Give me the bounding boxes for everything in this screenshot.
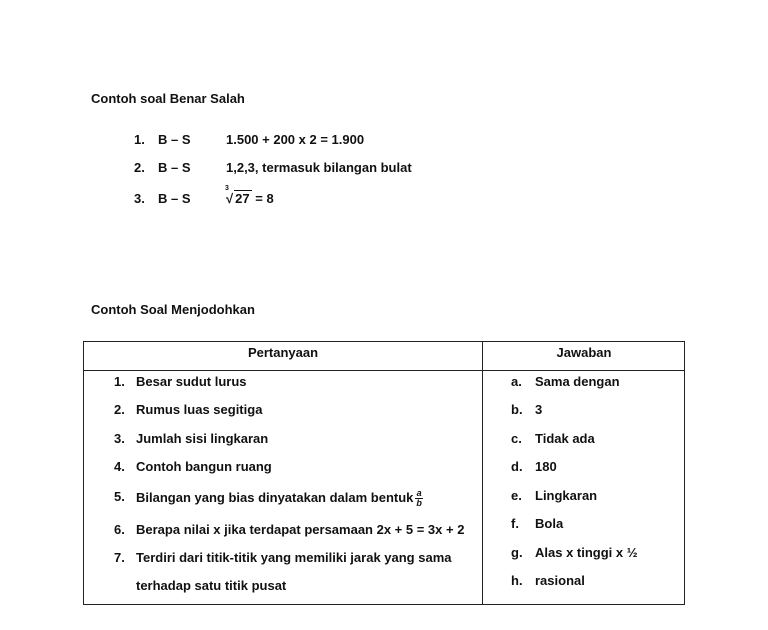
answer-text: Alas x tinggi x ½ [535,545,638,560]
questions-header: Pertanyaan [247,345,319,360]
question-text: Rumus luas segitiga [136,402,263,417]
answer-letter: d. [511,459,523,474]
true-false-title: Contoh soal Benar Salah [91,91,245,106]
root-result: = 8 [255,191,274,206]
answer-text: 3 [535,402,543,417]
question-number: 3. [114,431,125,446]
question-number: 5. [114,489,125,504]
cube-root: 3 √ 27 [225,185,250,206]
column-divider [482,342,483,604]
matching-title: Contoh Soal Menjodohkan [91,302,255,317]
true-false-options: B – S [158,191,191,206]
answer-letter: h. [511,573,523,588]
true-false-options: B – S [158,160,191,175]
answer-letter: b. [511,402,523,417]
fraction-denominator: b [416,498,422,508]
statement: 1.500 + 200 x 2 = 1.900 [226,132,365,147]
answer-text: Lingkaran [535,488,598,503]
question-text: Terdiri dari titik-titik yang memiliki jarak yang sama [136,550,452,565]
question-text: Jumlah sisi lingkaran [136,431,269,446]
question-number: 6. [114,522,125,537]
question-text: Berapa nilai x jika terdapat persamaan 2x + 5 = 3x + 2 [136,522,465,537]
item-number: 2. [134,160,145,175]
answers-header: Jawaban [556,345,612,360]
answer-text: Bola [535,516,564,531]
question-text: Besar sudut lurus [136,374,247,389]
fraction-a-over-b [415,489,423,508]
statement [225,185,274,206]
answer-letter: c. [511,431,522,446]
header-divider [84,370,684,371]
radicand: 27 [235,191,250,206]
question-text-line2: terhadap satu titik pusat [136,578,287,593]
true-false-options: B – S [158,132,191,147]
question-text-with-fraction [136,489,423,508]
question-text: Contoh bangun ruang [136,459,272,474]
question-number: 4. [114,459,125,474]
statement: 1,2,3, termasuk bilangan bulat [226,160,412,175]
answer-text: Sama dengan [535,374,620,389]
question-number: 2. [114,402,125,417]
answer-text: 180 [535,459,557,474]
answer-text: rasional [535,573,585,588]
question-number: 7. [114,550,125,565]
question-text: Bilangan yang bias dinyatakan dalam bentuk [136,489,414,505]
item-number: 1. [134,132,145,147]
answer-letter: e. [511,488,522,503]
answer-text: Tidak ada [535,431,595,446]
answer-letter: g. [511,545,523,560]
answer-letter: a. [511,374,522,389]
answer-letter: f. [511,516,519,531]
question-number: 1. [114,374,125,389]
fraction-numerator: a [416,488,422,498]
matching-table [83,341,685,605]
root-index: 3 [225,185,229,192]
item-number: 3. [134,191,145,206]
